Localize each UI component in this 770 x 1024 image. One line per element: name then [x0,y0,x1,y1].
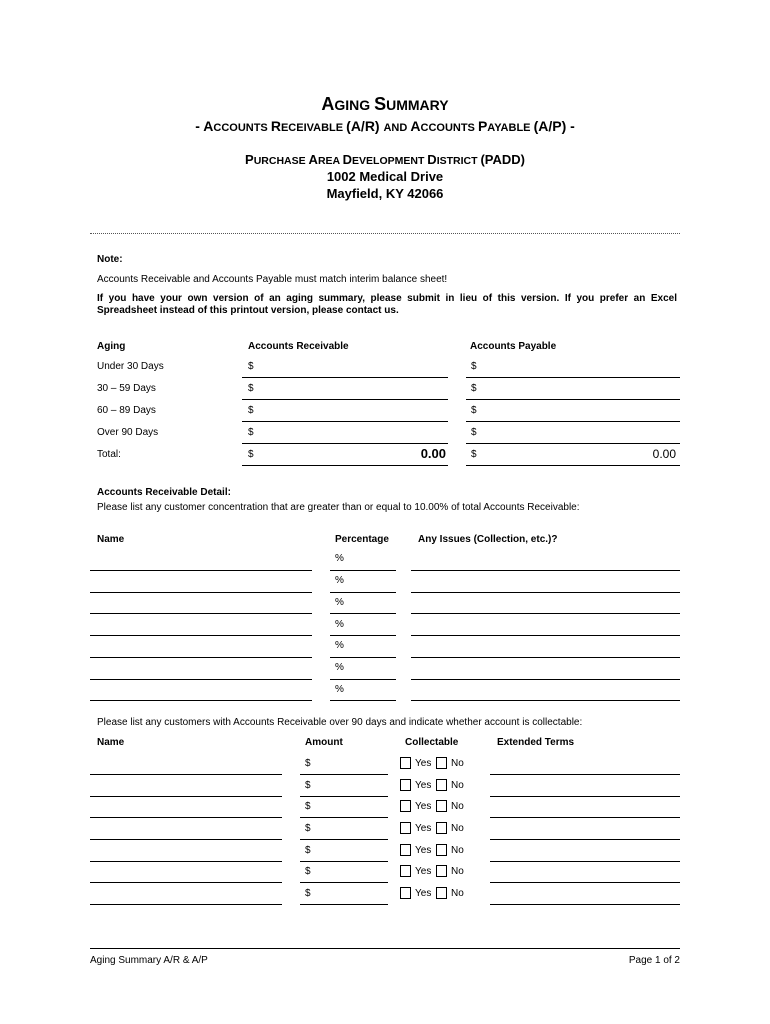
page-number: Page 1 of 2 [628,955,680,966]
ap-input-line[interactable] [466,443,680,444]
percent-sign: % [335,619,344,630]
detail-issues-line[interactable] [411,700,680,701]
ar-column-header: Accounts Receivable [248,341,349,352]
detail-issues-header: Any Issues (Collection, etc.)? [418,534,558,545]
ap-input-line[interactable] [466,421,680,422]
no-checkbox[interactable] [436,822,447,834]
percent-sign: % [335,684,344,695]
detail-name-line[interactable] [90,657,312,658]
amount-currency: $ [305,758,311,769]
amount-currency: $ [305,845,311,856]
yes-label: Yes [415,758,432,769]
over90-name-line[interactable] [90,817,282,818]
total-label: Total: [97,449,121,460]
ar-currency: $ [248,427,254,438]
detail-name-line[interactable] [90,679,312,680]
detail-issues-line[interactable] [411,635,680,636]
aging-row-label: Under 30 Days [97,361,164,372]
over90-name-line[interactable] [90,882,282,883]
detail-percentage-line[interactable] [330,679,396,680]
no-label: No [451,866,464,877]
page-subtitle: - ACCOUNTS RECEIVABLE (A/R) AND ACCOUNTS PAYABLE (A/P) - [195,118,575,134]
amount-currency: $ [305,823,311,834]
ap-input-line[interactable] [466,377,680,378]
aging-row-label: 60 – 89 Days [97,405,156,416]
percent-sign: % [335,575,344,586]
no-label: No [451,845,464,856]
detail-percentage-line[interactable] [330,570,396,571]
note-line-3: Spreadsheet instead of this printout version, please contact us. [97,305,399,316]
organization-name: PURCHASE AREA DEVELOPMENT DISTRICT (PADD) [245,152,525,167]
yes-checkbox[interactable] [400,800,411,812]
ar-currency: $ [248,383,254,394]
detail-name-header: Name [97,534,125,545]
ar-currency: $ [248,405,254,416]
ar-detail-heading: Accounts Receivable Detail: [97,487,231,498]
ar-currency: $ [248,449,254,460]
percent-sign: % [335,662,344,673]
detail-percentage-line[interactable] [330,657,396,658]
over90-name-line[interactable] [90,861,282,862]
detail-percentage-line[interactable] [330,613,396,614]
over90-extended-line[interactable] [490,774,680,775]
yes-checkbox[interactable] [400,822,411,834]
no-checkbox[interactable] [436,757,447,769]
ap-total-line [466,465,680,466]
over90-amount-line[interactable] [300,904,388,905]
ap-currency: $ [471,361,477,372]
ar-total-line [242,465,448,466]
over90-extended-line[interactable] [490,817,680,818]
over90-extended-line[interactable] [490,796,680,797]
over90-collectable-header: Collectable [405,737,459,748]
ar-input-line[interactable] [242,399,448,400]
ap-currency: $ [471,427,477,438]
ap-currency: $ [471,383,477,394]
over90-amount-line[interactable] [300,882,388,883]
over90-name-line[interactable] [90,774,282,775]
no-label: No [451,780,464,791]
yes-checkbox[interactable] [400,865,411,877]
ap-total-value: 0.00 [652,447,676,461]
over90-name-header: Name [97,737,125,748]
ap-currency: $ [471,405,477,416]
over90-extended-line[interactable] [490,839,680,840]
no-label: No [451,823,464,834]
detail-name-line[interactable] [90,635,312,636]
detail-issues-line[interactable] [411,679,680,680]
ar-input-line[interactable] [242,421,448,422]
over90-name-line[interactable] [90,839,282,840]
ap-currency: $ [471,449,477,460]
percent-sign: % [335,640,344,651]
yes-label: Yes [415,866,432,877]
yes-label: Yes [415,801,432,812]
detail-name-line[interactable] [90,592,312,593]
header-divider [90,233,680,234]
yes-label: Yes [415,888,432,899]
amount-currency: $ [305,801,311,812]
percent-sign: % [335,553,344,564]
address-line-2: Mayfield, KY 42066 [326,186,444,201]
over90-extended-line[interactable] [490,882,680,883]
ar-input-line[interactable] [242,377,448,378]
yes-label: Yes [415,780,432,791]
no-checkbox[interactable] [436,865,447,877]
over90-amount-line[interactable] [300,796,388,797]
ap-column-header: Accounts Payable [470,341,557,352]
note-label: Note: [97,254,123,265]
ar-input-line[interactable] [242,443,448,444]
detail-percentage-line[interactable] [330,700,396,701]
detail-name-line[interactable] [90,570,312,571]
no-label: No [451,888,464,899]
ar-detail-instruction: Please list any customer concentration that are greater than or equal to 10.00% of total Accounts Receivable: [97,502,580,513]
over90-amount-line[interactable] [300,774,388,775]
note-line-1: Accounts Receivable and Accounts Payable must match interim balance sheet! [97,274,448,285]
address-line-1: 1002 Medical Drive [326,169,444,184]
yes-checkbox[interactable] [400,887,411,899]
over90-extended-line[interactable] [490,904,680,905]
over90-amount-line[interactable] [300,861,388,862]
detail-issues-line[interactable] [411,613,680,614]
detail-issues-line[interactable] [411,592,680,593]
ap-input-line[interactable] [466,399,680,400]
yes-checkbox[interactable] [400,844,411,856]
yes-checkbox[interactable] [400,779,411,791]
amount-currency: $ [305,888,311,899]
amount-currency: $ [305,780,311,791]
amount-currency: $ [305,866,311,877]
detail-issues-line[interactable] [411,570,680,571]
no-checkbox[interactable] [436,844,447,856]
footer-doc-title: Aging Summary A/R & A/P [90,955,208,966]
yes-label: Yes [415,823,432,834]
over90-instruction: Please list any customers with Accounts Receivable over 90 days and indicate whether account is collectable: [97,717,583,728]
over90-name-line[interactable] [90,904,282,905]
detail-percentage-line[interactable] [330,635,396,636]
detail-issues-line[interactable] [411,657,680,658]
detail-name-line[interactable] [90,700,312,701]
aging-row-label: 30 – 59 Days [97,383,156,394]
over90-extended-line[interactable] [490,861,680,862]
no-label: No [451,758,464,769]
no-checkbox[interactable] [436,887,447,899]
note-line-2: If you have your own version of an aging summary, please submit in lieu of this version. If you prefer an Excel [97,293,677,304]
no-checkbox[interactable] [436,779,447,791]
ar-currency: $ [248,361,254,372]
yes-checkbox[interactable] [400,757,411,769]
aging-column-header: Aging [97,341,126,352]
no-label: No [451,801,464,812]
yes-label: Yes [415,845,432,856]
over90-amount-header: Amount [305,737,343,748]
page-title: AGING SUMMARY [321,94,449,114]
ar-total-value: 0.00 [420,446,446,461]
footer-divider [90,948,680,949]
no-checkbox[interactable] [436,800,447,812]
over90-name-line[interactable] [90,796,282,797]
detail-percentage-line[interactable] [330,592,396,593]
detail-name-line[interactable] [90,613,312,614]
over90-amount-line[interactable] [300,839,388,840]
detail-percentage-header: Percentage [335,534,389,545]
aging-row-label: Over 90 Days [97,427,159,438]
over90-extended-header: Extended Terms [497,737,575,748]
percent-sign: % [335,597,344,608]
over90-amount-line[interactable] [300,817,388,818]
